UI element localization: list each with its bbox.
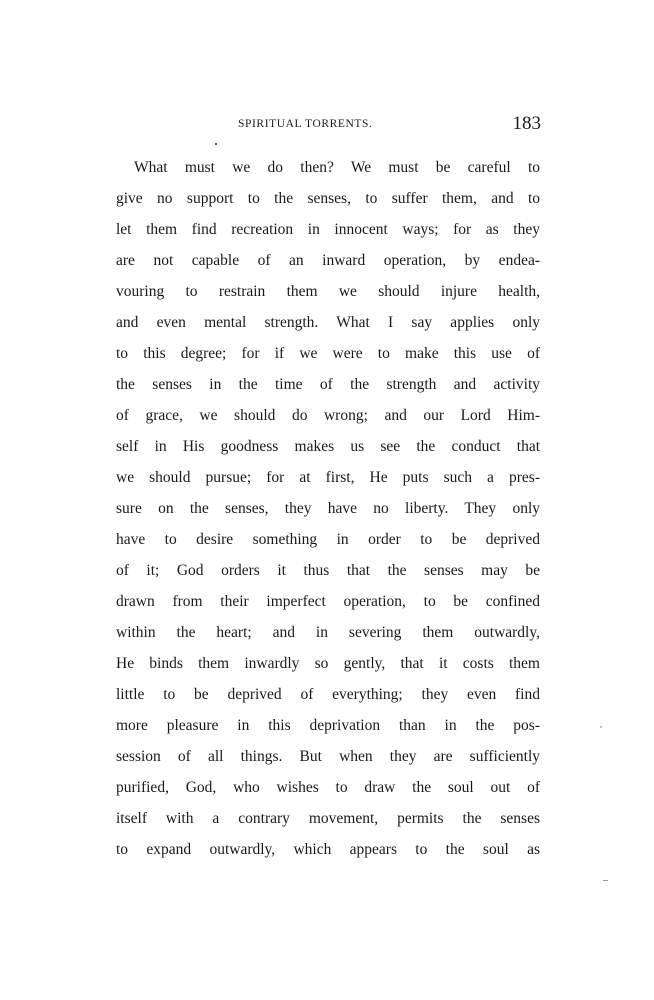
text-line: He binds them inwardly so gently, that it costs them — [116, 655, 540, 672]
text-line: little to be deprived of everything; they even find — [116, 686, 540, 703]
text-line: sure on the senses, they have no liberty. They only — [116, 500, 540, 517]
page-mark — [603, 880, 608, 881]
text-line: the senses in the time of the strength and activity — [116, 376, 540, 393]
text-line: have to desire something in order to be deprived — [116, 531, 540, 548]
running-head — [116, 114, 541, 138]
text-line: What must we do then? We must be careful to — [134, 159, 540, 176]
text-line: drawn from their imperfect operation, to be confined — [116, 593, 540, 610]
print-speck — [215, 143, 217, 145]
text-line: more pleasure in this deprivation than in the pos- — [116, 717, 540, 734]
text-line: to expand outwardly, which appears to the soul as — [116, 841, 540, 858]
text-line: within the heart; and in severing them outwardly, — [116, 624, 540, 641]
text-line: let them find recreation in innocent ways; for as they — [116, 221, 540, 238]
text-line: of it; God orders it thus that the senses may be — [116, 562, 540, 579]
body-text — [116, 152, 540, 865]
page-speck — [600, 726, 602, 728]
text-line: of grace, we should do wrong; and our Lord Him- — [116, 407, 540, 424]
page-number: 183 — [512, 113, 541, 134]
text-line: vouring to restrain them we should injure health, — [116, 283, 540, 300]
text-line: and even mental strength. What I say applies only — [116, 314, 540, 331]
text-line: give no support to the senses, to suffer them, and to — [116, 190, 540, 207]
text-line: session of all things. But when they are sufficiently — [116, 748, 540, 765]
text-line: itself with a contrary movement, permits the senses — [116, 810, 540, 827]
text-line: self in His goodness makes us see the conduct that — [116, 438, 540, 455]
text-line: to this degree; for if we were to make this use of — [116, 345, 540, 362]
text-line: purified, God, who wishes to draw the soul out of — [116, 779, 540, 796]
text-line: are not capable of an inward operation, by endea- — [116, 252, 540, 269]
text-line: we should pursue; for at first, He puts such a pres- — [116, 469, 540, 486]
running-title: SPIRITUAL TORRENTS. — [238, 118, 373, 130]
